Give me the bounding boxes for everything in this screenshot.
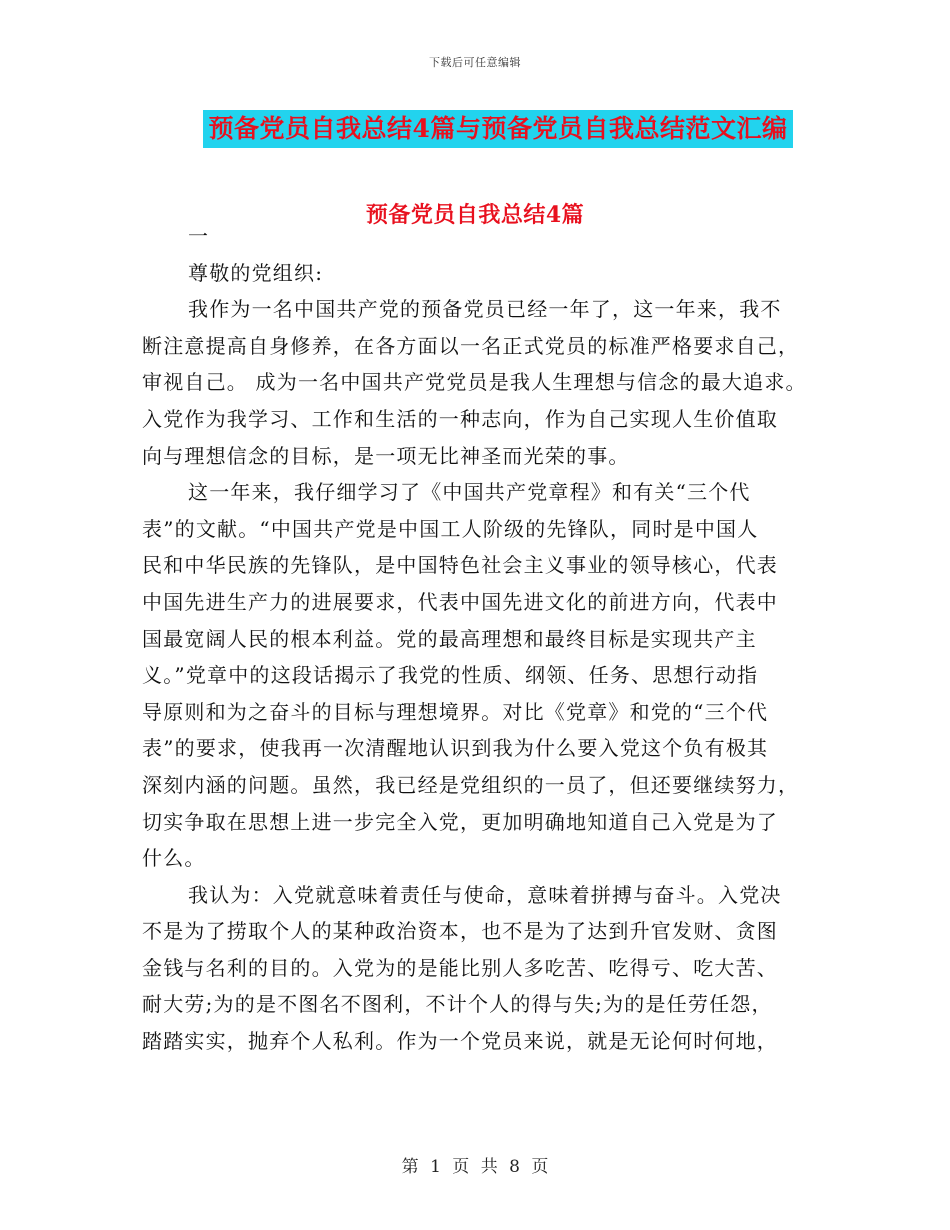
paragraph-line: 这一年来，我仔细学习了《中国共产党章程》和有关“三个代 <box>188 480 751 505</box>
paragraph-line: 表”的要求，使我再一次清醒地认识到我为什么要入党这个负有极其 <box>142 736 769 761</box>
paragraph-line: 中国先进生产力的进展要求，代表中国先进文化的前进方向，代表中 <box>142 589 778 614</box>
paragraph-line: 深刻内涵的问题。虽然，我已经是党组织的一员了，但还要继续努力， <box>142 772 800 797</box>
paragraph-line: 国最宽阔人民的根本利益。党的最高理想和最终目标是实现共产主 <box>142 626 757 651</box>
header-note: 下载后可任意编辑 <box>429 56 521 69</box>
page-number-footer: 第 1 页 共 8 页 <box>401 1157 549 1177</box>
paragraph-line: 断注意提高自身修养，在各方面以一名正式党员的标准严格要求自己， <box>142 333 800 358</box>
paragraph-line: 耐大劳;为的是不图名不图利，不计个人的得与失;为的是任劳任怨， <box>142 992 773 1017</box>
paragraph-2 <box>142 474 808 877</box>
paragraph-line: 踏踏实实，抛弃个人私利。作为一个党员来说，就是无论何时何地， <box>142 1029 778 1054</box>
part-marker: 一 <box>188 224 210 248</box>
paragraph-1 <box>142 291 808 474</box>
paragraph-line: 义。”党章中的这段话揭示了我党的性质、纲领、任务、思想行动指 <box>142 663 759 688</box>
paragraph-line: 什么。 <box>142 846 206 871</box>
document-title-container <box>0 110 950 148</box>
paragraph-line: 审视自己。 成为一名中国共产党党员是我人生理想与信念的最大追求。 <box>142 370 807 395</box>
paragraph-line: 向与理想信念的目标，是一项无比神圣而光荣的事。 <box>142 443 630 468</box>
paragraph-line: 民和中华民族的先锋队，是中国特色社会主义事业的领导核心，代表 <box>142 553 778 578</box>
paragraph-line: 入党作为我学习、工作和生活的一种志向，作为自己实现人生价值取 <box>142 406 778 431</box>
paragraph-line: 表”的文献。“中国共产党是中国工人阶级的先锋队，同时是中国人 <box>142 516 759 541</box>
paragraph-line: 金钱与名利的目的。入党为的是能比别人多吃苦、吃得亏、吃大苦、 <box>142 955 778 980</box>
section-title: 预备党员自我总结4篇 <box>365 202 585 228</box>
paragraph-line: 我作为一名中国共产党的预备党员已经一年了，这一年来，我不 <box>188 297 782 322</box>
paragraph-line: 切实争取在思想上进一步完全入党，更加明确地知道自己入党是为了 <box>142 809 778 834</box>
salutation: 尊敬的党组织: <box>188 260 324 285</box>
paragraph-line: 不是为了捞取个人的某种政治资本，也不是为了达到升官发财、贪图 <box>142 919 778 944</box>
paragraph-3 <box>142 877 808 1060</box>
document-body <box>142 218 808 1060</box>
paragraph-line: 导原则和为之奋斗的目标与理想境界。对比《党章》和党的“三个代 <box>142 699 769 724</box>
document-title: 预备党员自我总结4篇与预备党员自我总结范文汇编 <box>203 110 794 148</box>
paragraph-line: 我认为：入党就意味着责任与使命，意味着拼搏与奋斗。入党决 <box>188 882 782 907</box>
